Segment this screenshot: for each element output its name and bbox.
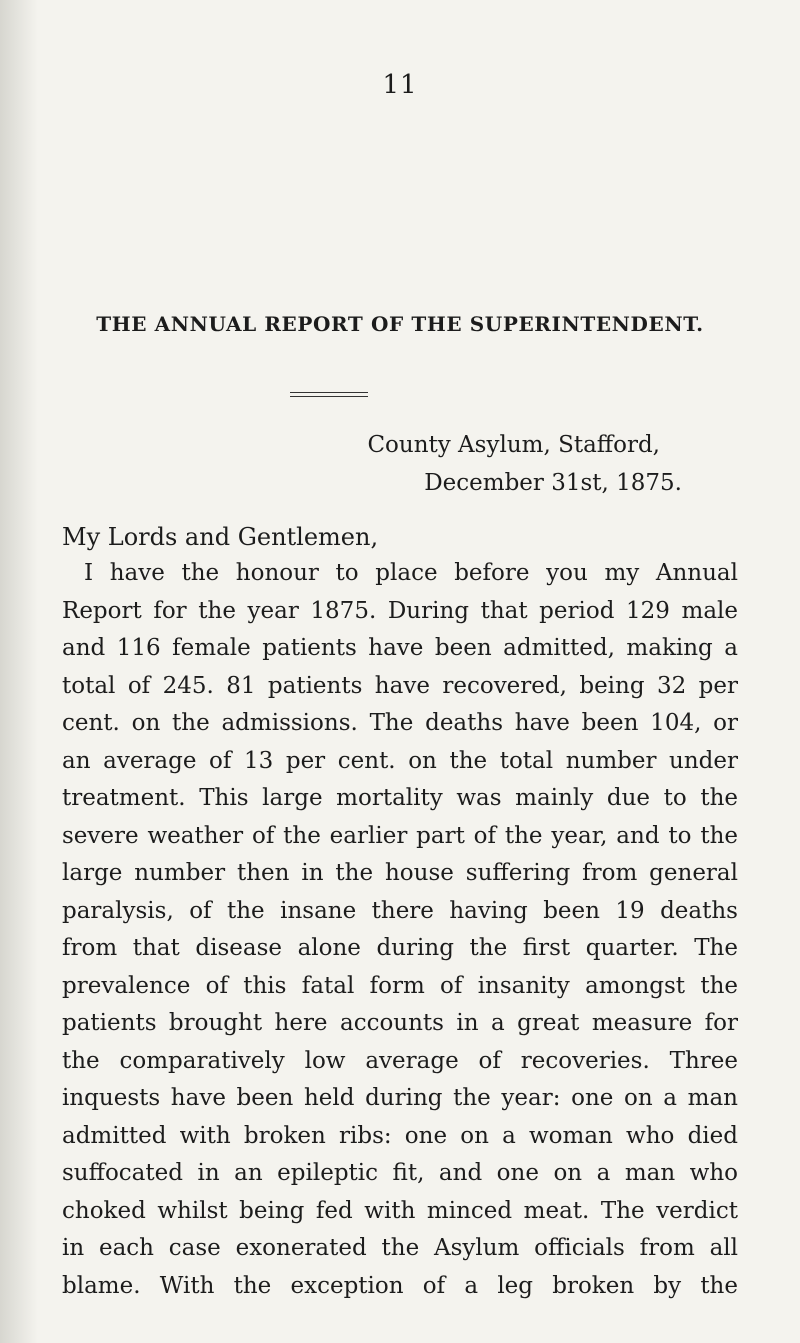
body-line: I have the honour to place before you my Annual bbox=[84, 560, 738, 586]
report-title: THE ANNUAL REPORT OF THE SUPERINTENDENT. bbox=[96, 312, 704, 336]
body-line: choked whilst being fed with minced meat. The verdict bbox=[62, 1197, 738, 1224]
salutation: My Lords and Gentlemen, bbox=[62, 523, 379, 551]
address-date: December 31st, 1875. bbox=[424, 470, 682, 496]
address-place: County Asylum, Stafford, bbox=[367, 432, 660, 458]
body-line: suffocated in an epileptic fit, and one on a man who bbox=[62, 1160, 738, 1186]
body-line: from that disease alone during the first quarter. The bbox=[62, 935, 738, 961]
body-line: inquests have been held during the year: one on a man bbox=[62, 1085, 738, 1111]
title-divider-bottom bbox=[290, 396, 368, 397]
page-gutter-shadow bbox=[0, 0, 38, 1343]
body-line: in each case exonerated the Asylum officials from all bbox=[62, 1235, 738, 1261]
body-line: and 116 female patients have been admitted, making a bbox=[62, 635, 738, 661]
body-line: paralysis, of the insane there having been 19 deaths bbox=[62, 897, 738, 924]
body-line: cent. on the admissions. The deaths have been 104, or bbox=[62, 710, 738, 736]
report-body bbox=[62, 555, 738, 1305]
body-line: blame. With the exception of a leg broken by the bbox=[62, 1272, 738, 1299]
body-line: prevalence of this fatal form of insanity amongst the bbox=[62, 972, 738, 999]
body-line: Report for the year 1875. During that period 129 male bbox=[62, 597, 738, 624]
title-divider-top bbox=[290, 392, 368, 393]
body-line: an average of 13 per cent. on the total number under bbox=[62, 747, 738, 774]
page-number: 11 bbox=[382, 70, 418, 100]
body-line: treatment. This large mortality was mainly due to the bbox=[62, 785, 738, 811]
body-line: severe weather of the earlier part of the year, and to the bbox=[62, 822, 738, 849]
body-line: the comparatively low average of recoveries. Three bbox=[62, 1047, 738, 1074]
body-line: admitted with broken ribs: one on a woman who died bbox=[62, 1122, 738, 1149]
body-line: large number then in the house suffering from general bbox=[62, 860, 738, 886]
body-line: patients brought here accounts in a great measure for bbox=[62, 1010, 738, 1036]
body-line: total of 245. 81 patients have recovered, being 32 per bbox=[62, 672, 738, 699]
